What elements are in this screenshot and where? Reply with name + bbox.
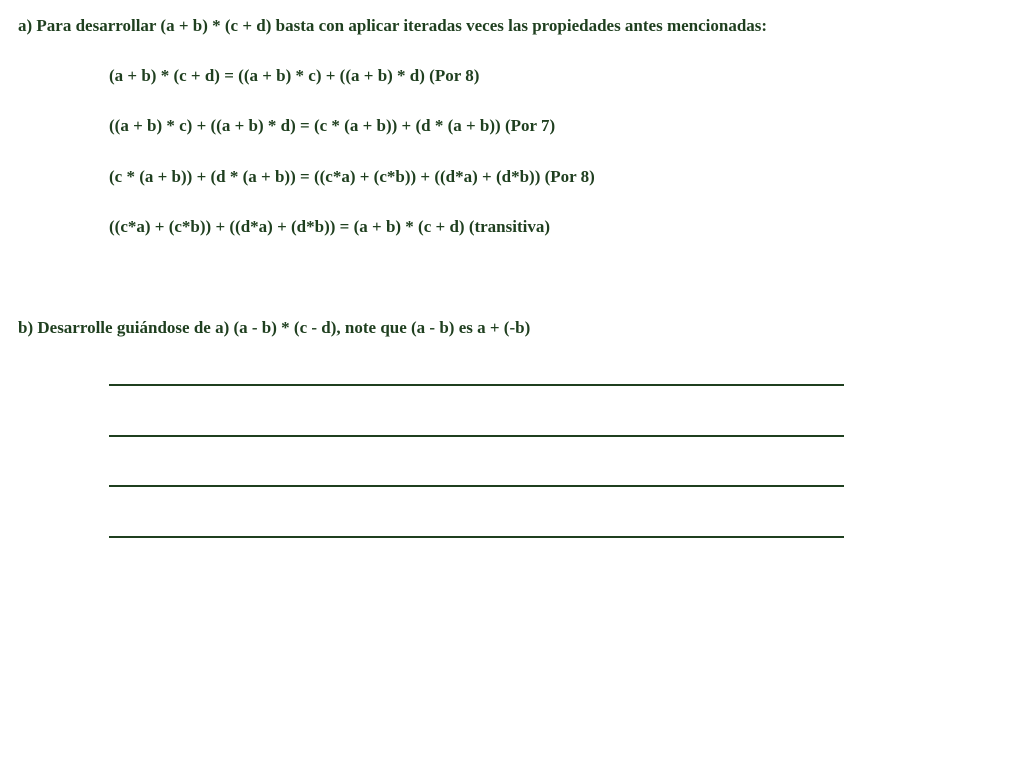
answer-blank-line [109, 384, 844, 386]
part-b-question: b) Desarrolle guiándose de a) (a - b) * (c - d), note que (a - b) es a + (-b) [18, 318, 531, 337]
part-a-step: (c * (a + b)) + (d * (a + b)) = ((c*a) + (c*b)) + ((d*a) + (d*b)) (Por 8) [109, 167, 595, 186]
answer-blank-line [109, 485, 844, 487]
part-a-step: ((a + b) * c) + ((a + b) * d) = (c * (a + b)) + (d * (a + b)) (Por 7) [109, 116, 556, 135]
part-a-question: a) Para desarrollar (a + b) * (c + d) basta con aplicar iteradas veces las propiedades antes mencionadas: [18, 16, 768, 35]
answer-blank-line [109, 536, 844, 538]
part-a-step: (a + b) * (c + d) = ((a + b) * c) + ((a + b) * d) (Por 8) [109, 66, 480, 85]
part-a-step: ((c*a) + (c*b)) + ((d*a) + (d*b)) = (a + b) * (c + d) (transitiva) [109, 217, 551, 236]
answer-blank-line [109, 435, 844, 437]
